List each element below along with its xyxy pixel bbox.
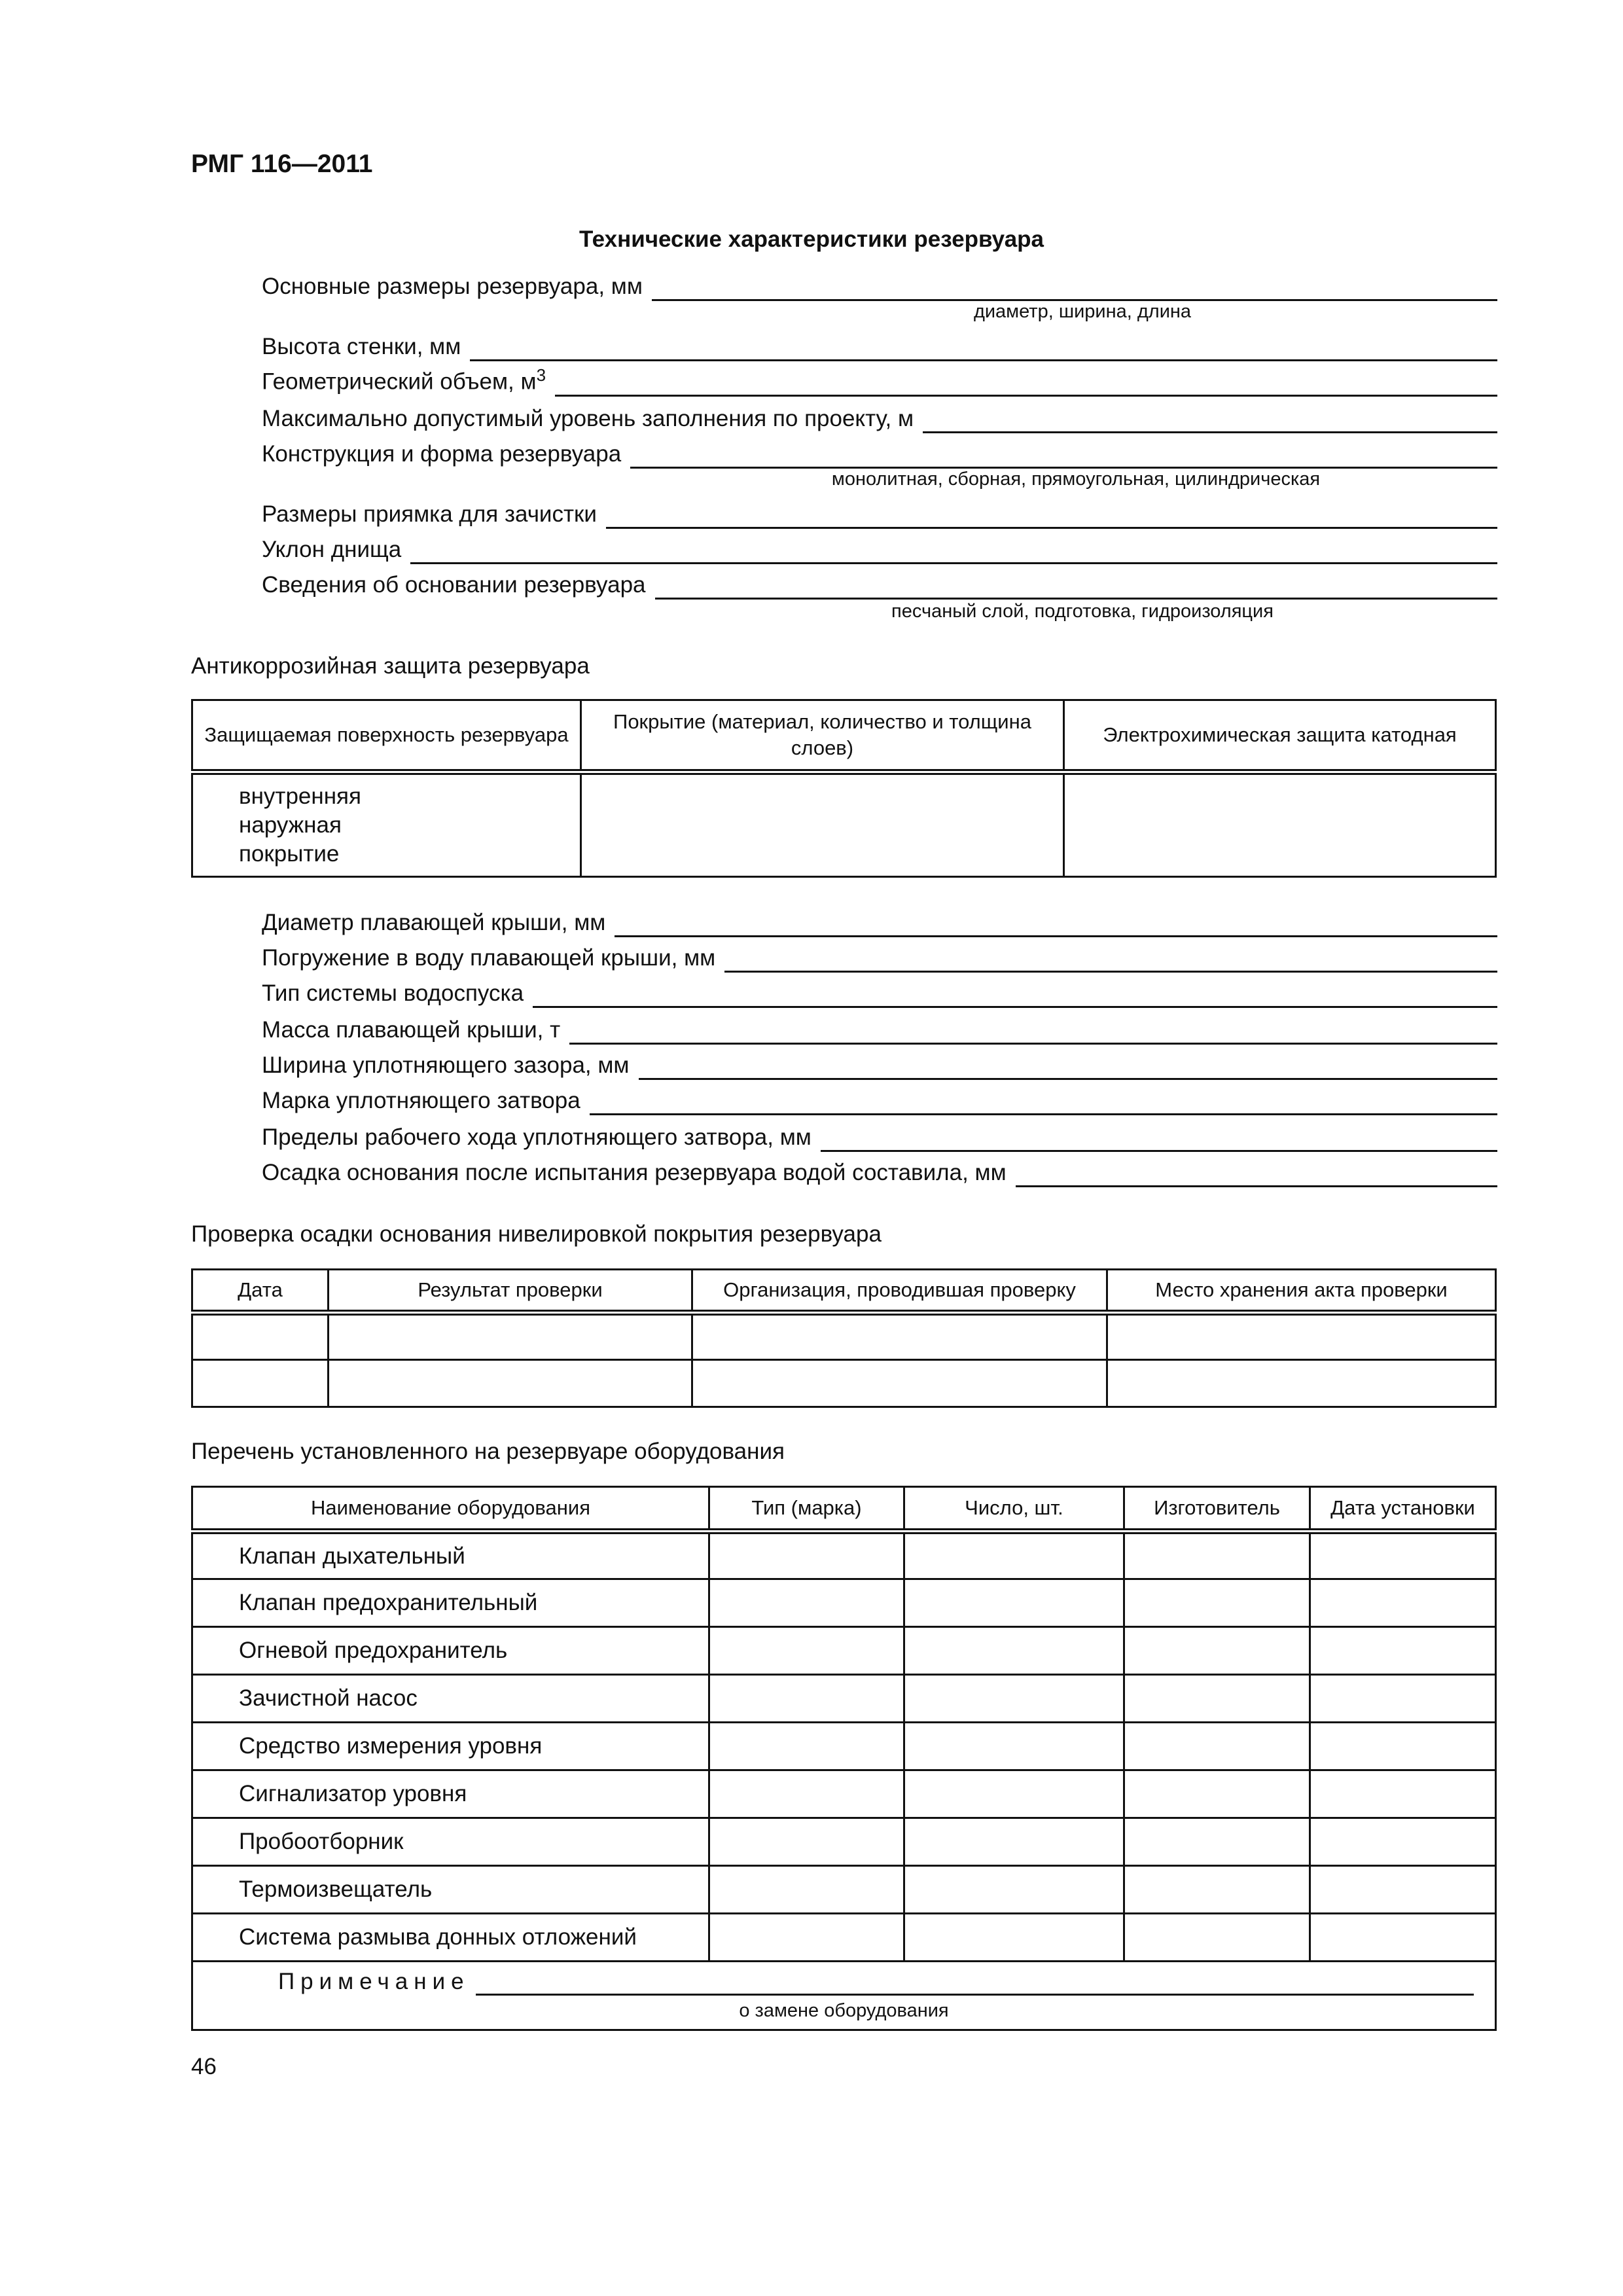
column-header: Покрытие (материал, количество и толщина слоев) [581,700,1064,772]
field-label: Высота стенки, мм [262,334,461,359]
anticorrosion-table [191,699,1497,878]
column-header: Наименование оборудования [192,1487,709,1532]
fill-line[interactable] [630,446,1497,469]
table-row [192,1360,1496,1407]
table-cell[interactable] [329,1360,692,1407]
table-cell[interactable] [904,1818,1124,1866]
field-drain-system-type[interactable] [262,977,1497,1008]
table-cell[interactable] [1124,1866,1310,1914]
field-main-dimensions[interactable] [262,270,1497,301]
table-cell[interactable] [904,1579,1124,1627]
field-label: Пределы рабочего хода уплотняющего затвора, мм [262,1124,812,1150]
column-header: Число, шт. [904,1487,1124,1532]
field-label: Уклон днища [262,537,402,562]
equipment-name: Пробоотборник [192,1818,709,1866]
table-cell[interactable] [709,1532,904,1579]
column-header: Дата установки [1310,1487,1496,1532]
column-header: Защищаемая поверхность резервуара [192,700,581,772]
table-cell[interactable] [692,1360,1107,1407]
table-cell[interactable] [904,1675,1124,1723]
equipment-name: Огневой предохранитель [192,1627,709,1675]
field-foundation[interactable] [262,568,1497,600]
note-label: Примечание [278,1969,470,1994]
field-roof-immersion[interactable] [262,941,1497,973]
table-row [192,1723,1496,1770]
field-roof-mass[interactable] [262,1013,1497,1045]
surface-item: наружная [239,812,342,838]
fill-line[interactable] [555,374,1497,397]
table-cell[interactable] [1124,1675,1310,1723]
note-fill-line[interactable] [476,1994,1474,1996]
field-label: Максимально допустимый уровень заполнения по проекту, м [262,406,914,431]
field-seal-brand[interactable] [262,1084,1497,1115]
equipment-name: Система размыва донных отложений [192,1914,709,1962]
table-row [192,1770,1496,1818]
table-cell[interactable] [1310,1866,1496,1914]
equipment-name: Клапан предохранительный [192,1579,709,1627]
table-cell[interactable] [1124,1532,1310,1579]
table-cell[interactable] [709,1627,904,1675]
table-cell[interactable] [904,1723,1124,1770]
note-cell [192,1962,1496,2030]
field-label: Конструкция и форма резервуара [262,441,622,467]
table-cell[interactable] [904,1866,1124,1914]
table-cell[interactable] [1310,1770,1496,1818]
table-cell[interactable] [1124,1627,1310,1675]
field-label: Масса плавающей крыши, т [262,1017,561,1043]
table-row [192,1627,1496,1675]
field-construction[interactable] [262,437,1497,469]
table-cell[interactable] [1310,1579,1496,1627]
leveling-caption: Проверка осадки основания нивелировкой покрытия резервуара [191,1221,882,1247]
surface-item: внутренняя [239,783,361,809]
table-cell[interactable] [904,1914,1124,1962]
field-foundation-settlement[interactable] [262,1156,1497,1187]
table-cell[interactable] [1124,1770,1310,1818]
coating-cell[interactable] [581,772,1064,877]
field-label: Осадка основания после испытания резервуара водой составила, мм [262,1160,1007,1185]
surfaces-cell [192,772,581,877]
field-label: Марка уплотняющего затвора [262,1088,580,1113]
table-cell[interactable] [709,1675,904,1723]
column-header: Электрохимическая защита катодная [1064,700,1496,772]
fill-line[interactable] [655,577,1497,600]
equipment-name: Термоизвещатель [192,1866,709,1914]
field-label: Сведения об основании резервуара [262,572,646,598]
fill-line[interactable] [724,950,1497,973]
table-cell[interactable] [192,1360,329,1407]
document-code: РМГ 116—2011 [191,150,373,178]
field-max-fill-level[interactable] [262,402,1497,433]
equipment-caption: Перечень установленного на резервуаре оборудования [191,1439,785,1464]
table-row [192,1532,1496,1579]
table-row [192,1914,1496,1962]
table-cell[interactable] [709,1723,904,1770]
fill-line[interactable] [615,914,1497,937]
table-row [192,1313,1496,1360]
fill-line[interactable] [821,1129,1497,1152]
table-row [192,1818,1496,1866]
table-cell[interactable] [192,1313,329,1360]
fill-line[interactable] [923,410,1497,433]
leveling-table [191,1268,1497,1408]
hint-construction: монолитная, сборная, прямоугольная, цилиндрическая [831,469,1321,490]
fill-line[interactable] [639,1057,1498,1080]
table-cell[interactable] [1310,1818,1496,1866]
field-label: Погружение в воду плавающей крыши, мм [262,945,716,971]
field-label: Диаметр плавающей крыши, мм [262,910,606,935]
fill-line[interactable] [470,338,1497,361]
section-title: Технические характеристики резервуара [579,226,1044,252]
table-cell[interactable] [1107,1360,1496,1407]
column-header: Место хранения акта проверки [1107,1270,1496,1313]
equipment-name: Зачистной насос [192,1675,709,1723]
table-cell[interactable] [904,1532,1124,1579]
table-cell[interactable] [1310,1627,1496,1675]
surface-item: покрытие [239,841,340,867]
field-label: Размеры приямка для зачистки [262,501,597,527]
table-row [192,1579,1496,1627]
table-cell[interactable] [1310,1532,1496,1579]
table-cell[interactable] [709,1866,904,1914]
note-row [192,1962,1496,2030]
field-label: Тип системы водоспуска [262,980,524,1006]
table-cell[interactable] [1124,1723,1310,1770]
cathodic-protection-cell[interactable] [1064,772,1496,877]
hint-foundation: песчаный слой, подготовка, гидроизоляция [891,601,1274,622]
field-roof-diameter[interactable] [262,906,1497,937]
table-cell[interactable] [1124,1579,1310,1627]
field-seal-gap-width[interactable] [262,1049,1497,1080]
unit-superscript: 3 [536,365,546,386]
field-label: Геометрический объем, $м^3$ [262,365,546,395]
field-label: Основные размеры резервуара, мм [262,274,643,299]
field-label: Ширина уплотняющего зазора, мм [262,1052,630,1078]
table-cell[interactable] [904,1627,1124,1675]
fill-line[interactable] [606,506,1497,529]
fill-line[interactable] [569,1022,1497,1045]
page-number: 46 [191,2054,217,2079]
table-cell[interactable] [1310,1675,1496,1723]
field-seal-travel-limits[interactable] [262,1121,1497,1152]
table-row [192,1675,1496,1723]
column-header: Тип (марка) [709,1487,904,1532]
column-header: Дата [192,1270,329,1313]
fill-line[interactable] [410,541,1497,564]
table-cell[interactable] [709,1914,904,1962]
table-cell[interactable] [692,1313,1107,1360]
column-header: Организация, проводившая проверку [692,1270,1107,1313]
fill-line[interactable] [590,1092,1497,1115]
hint-dimensions: диаметр, ширина, длина [973,301,1192,322]
column-header: Результат проверки [329,1270,692,1313]
field-geometric-volume[interactable] [262,365,1497,397]
table-cell[interactable] [1124,1818,1310,1866]
table-row [192,1866,1496,1914]
field-wall-height[interactable] [262,330,1497,361]
note-hint: о замене оборудования [739,2000,949,2021]
table-cell[interactable] [709,1579,904,1627]
anticorrosion-caption: Антикоррозийная защита резервуара [191,653,590,679]
field-sump-dimensions[interactable] [262,497,1497,529]
table-cell[interactable] [1107,1313,1496,1360]
fill-line[interactable] [652,278,1497,301]
table-cell[interactable] [904,1770,1124,1818]
table-cell[interactable] [1124,1914,1310,1962]
table-cell[interactable] [1310,1723,1496,1770]
equipment-name: Сигнализатор уровня [192,1770,709,1818]
table-cell[interactable] [1310,1914,1496,1962]
equipment-name: Средство измерения уровня [192,1723,709,1770]
fill-line[interactable] [533,985,1497,1008]
table-cell[interactable] [709,1818,904,1866]
table-cell[interactable] [709,1770,904,1818]
equipment-name: Клапан дыхательный [192,1532,709,1579]
equipment-table [191,1486,1497,2031]
field-bottom-slope[interactable] [262,533,1497,564]
fill-line[interactable] [1016,1164,1497,1187]
column-header: Изготовитель [1124,1487,1310,1532]
table-cell[interactable] [329,1313,692,1360]
